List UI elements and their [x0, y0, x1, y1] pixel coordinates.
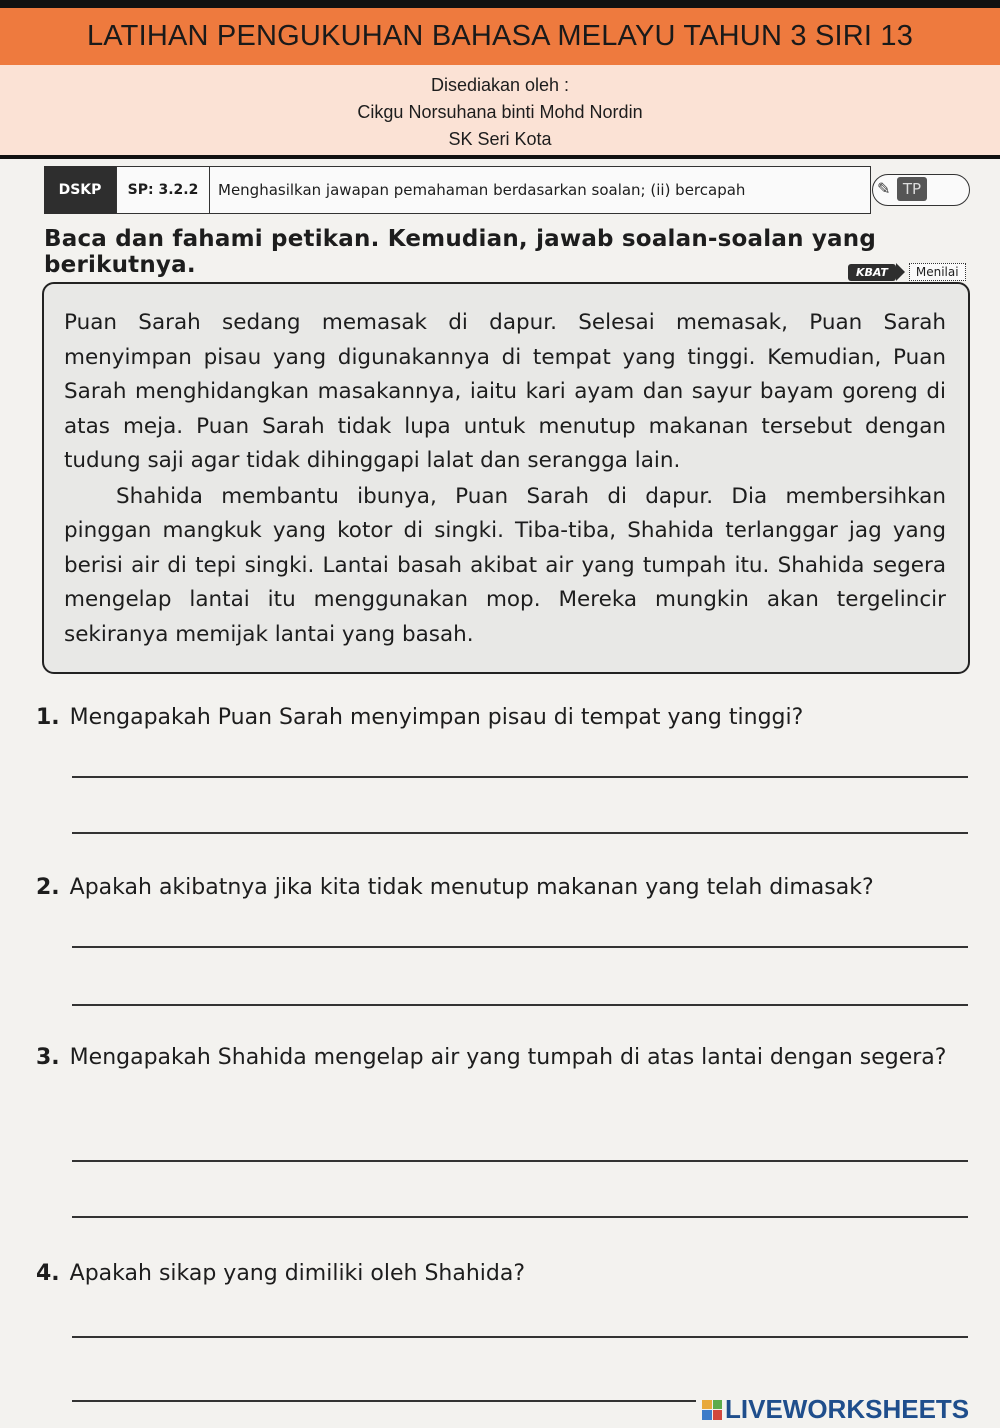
question-text: Mengapakah Shahida mengelap air yang tumpah di atas lantai dengan segera?: [69, 1045, 947, 1070]
instruction: Baca dan fahami petikan. Kemudian, jawab soalan-soalan yang berikutnya.: [44, 226, 877, 278]
title-banner: [0, 8, 1000, 65]
question-3: [36, 1034, 966, 1082]
sp-code: SP: 3.2.2: [116, 166, 209, 214]
answer-line-4a[interactable]: [72, 1336, 968, 1338]
worksheet-title: LATIHAN PENGUKUHAN BAHASA MELAYU TAHUN 3 SIRI 13: [86, 20, 914, 52]
question-text: Mengapakah Puan Sarah menyimpan pisau di tempat yang tinggi?: [69, 705, 804, 730]
top-border: [0, 0, 1000, 8]
answer-line-2a[interactable]: [72, 946, 968, 948]
question-number: 1.: [36, 705, 60, 730]
logo-text: LIVEWORKSHEETS: [725, 1394, 970, 1424]
credits-panel: [0, 65, 1000, 159]
liveworksheets-logo: [702, 1394, 969, 1425]
dskp-tag: DSKP: [44, 166, 116, 214]
question-2: [36, 864, 976, 912]
kbat-value: Menilai: [909, 263, 966, 281]
pencil-icon: ✎: [877, 179, 891, 198]
answer-line-1a[interactable]: [72, 776, 968, 778]
question-number: 4.: [36, 1261, 60, 1286]
teacher-name: Cikgu Norsuhana binti Mohd Nordin: [357, 102, 643, 122]
passage-paragraph-1: Puan Sarah sedang memasak di dapur. Selesai memasak, Puan Sarah menyimpan pisau yang digunakannya di tempat yang tinggi. Kemudian, Puan Sarah menghidangkan masakannya, iaitu kari ayam dan sayur bayam goreng di atas meja. Puan Sarah tidak lupa untuk menutup makanan tersebut dengan tudung saji agar tidak dihinggapi lalat dan serangga lain.: [64, 310, 946, 473]
passage-paragraph-2: Shahida membantu ibunya, Puan Sarah di dapur. Dia membersihkan pinggan mangkuk yang kotor di singki. Tiba-tiba, Shahida terlanggar jag yang berisi air di tepi singki. Lantai basah akibat air yang tumpah itu. Shahida segera mengelap lantai itu menggunakan mop. Mereka mungkin akan tergelincir sekiranya memijak lantai yang basah.: [64, 483, 946, 647]
question-1: [36, 694, 936, 742]
answer-line-4b[interactable]: [72, 1400, 696, 1402]
question-number: 3.: [36, 1045, 60, 1070]
school-name: SK Seri Kota: [448, 129, 552, 149]
answer-line-3b[interactable]: [72, 1216, 968, 1218]
kbat-tag: KBAT: [848, 264, 896, 281]
answer-line-1b[interactable]: [72, 832, 968, 834]
prepared-by-label: Disediakan oleh :: [430, 75, 570, 95]
tp-label: TP: [897, 177, 927, 201]
passage-box: [42, 282, 970, 674]
kbat-badge: [848, 263, 966, 281]
question-text: Apakah akibatnya jika kita tidak menutup makanan yang telah dimasak?: [69, 875, 874, 900]
answer-line-3a[interactable]: [72, 1160, 968, 1162]
answer-line-2b[interactable]: [72, 1004, 968, 1006]
tp-box: [871, 166, 971, 214]
question-4: [36, 1250, 936, 1298]
dskp-row: [44, 166, 972, 214]
kbat-arrow-icon: [896, 263, 905, 281]
question-number: 2.: [36, 875, 60, 900]
question-text: Apakah sikap yang dimiliki oleh Shahida?: [69, 1261, 526, 1286]
tp-pill: [872, 174, 970, 206]
logo-mark-icon: [702, 1400, 722, 1420]
sp-description: Menghasilkan jawapan pemahaman berdasarkan soalan; (ii) bercapah: [209, 166, 871, 214]
